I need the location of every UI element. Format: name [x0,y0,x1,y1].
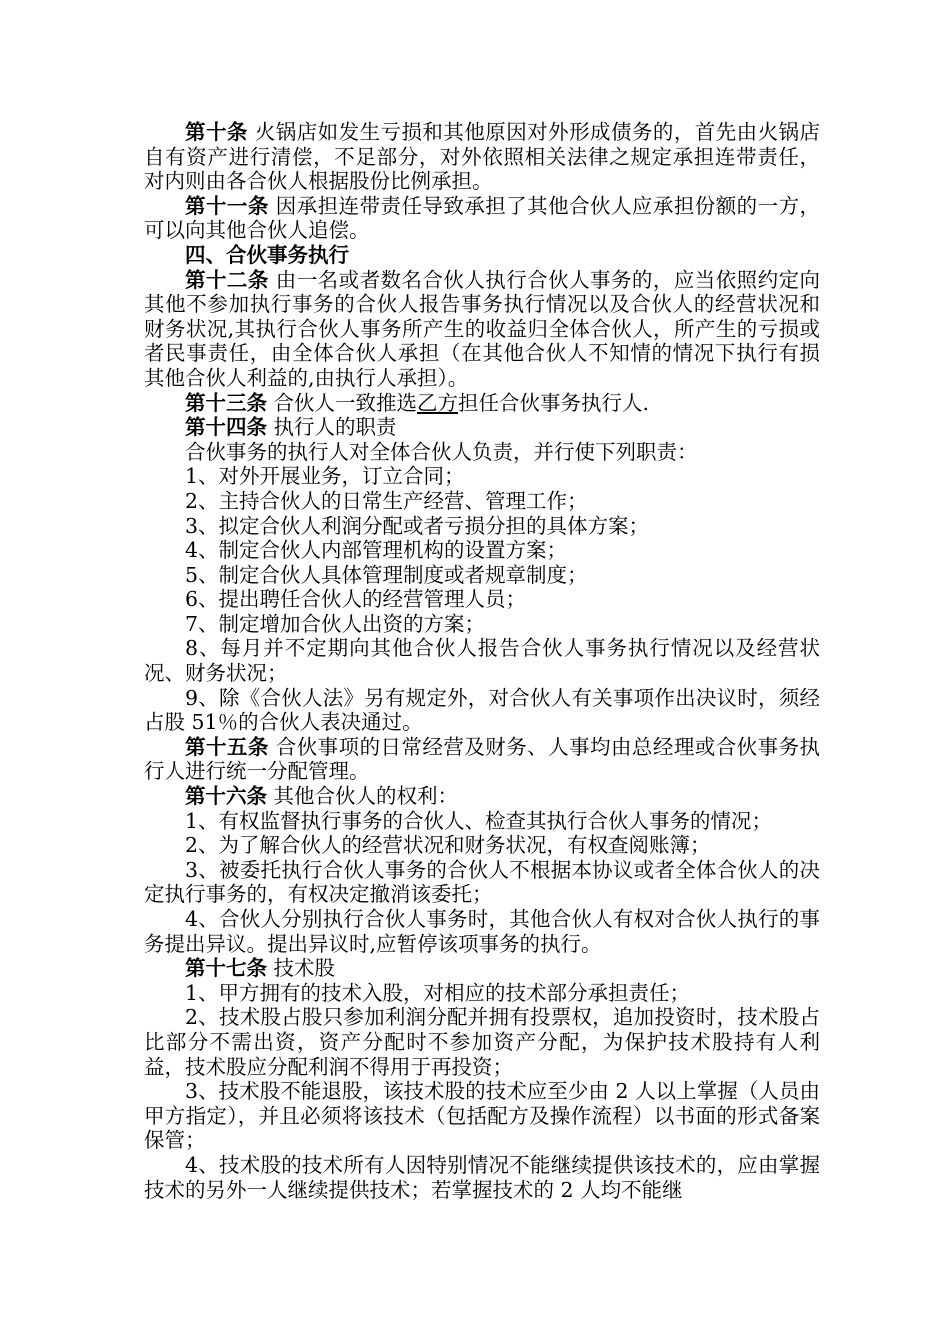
clause-text: 担任合伙事务执行人. [458,390,650,415]
list-item: 9、除《合伙人法》另有规定外，对合伙人有关事项作出决议时，须经占股 51％的合伙人表决通过。 [144,685,820,735]
clause-heading: 第十七条 [185,956,267,981]
section-title: 四、合伙事务执行 [185,242,349,267]
list-item: 4、合伙人分别执行合伙人事务时，其他合伙人有权对合伙人执行的事务提出异议。提出异议时,应暂停该项事务的执行。 [144,907,820,956]
list-item: 4、技术股的技术所有人因特别情况不能继续提供该技术的，应由掌握技术的另外一人继续提供技术；若掌握技术的 2 人均不能继 [144,1152,820,1202]
list-item: 4、制定合伙人内部管理机构的设置方案； [185,538,568,563]
clause-17 [144,956,820,981]
clause-15 [144,735,820,784]
clause-text: 火锅店如发生亏损和其他原因对外形成债务的，首先由火锅店自有资产进行清偿，不足部分，对外依照相关法律之规定承担连带责任，对内则由各合伙人根据股份比例承担。 [144,120,821,194]
list-item: 3、被委托执行合伙人事务的合伙人不根据本协议或者全体合伙人的决定执行事务的，有权决定撤消该委托； [144,857,820,907]
clause-text: 合伙事项的日常经营及财务、人事均由总经理或合伙事务执行人进行统一分配管理。 [144,734,821,784]
clause-heading: 第十六条 [185,784,267,809]
document-page [144,120,820,1202]
clause-10 [144,120,820,194]
clause-heading: 第十五条 [185,734,269,759]
paragraph: 合伙事务的执行人对全体合伙人负责，并行使下列职责： [185,439,698,464]
clause-text: 合伙人一致推选 [267,390,418,415]
clause-11 [144,194,820,243]
list-item: 7、制定增加合伙人出资的方案； [185,611,486,636]
clause-heading: 第十二条 [185,267,269,292]
list-item: 3、拟定合伙人利润分配或者亏损分担的具体方案； [185,513,650,538]
list-item: 1、有权监督执行事务的合伙人、检查其执行合伙人事务的情况； [185,808,773,833]
list-item: 2、主持合伙人的日常生产经营、管理工作； [185,488,588,513]
clause-12 [144,268,820,391]
clause-text: 因承担连带责任导致承担了其他合伙人应承担份额的一方，可以向其他合伙人追偿。 [144,193,821,243]
clause-text: 执行人的职责 [267,415,397,440]
clause-heading: 第十条 [185,120,248,144]
list-item: 2、为了解合伙人的经营状况和财务状况，有权查阅账簿； [185,833,711,858]
list-item: 6、提出聘任合伙人的经营管理人员； [185,587,527,612]
clause-text: 其他合伙人的权利： [267,784,459,809]
clause-heading: 第十一条 [185,193,269,218]
section-heading-4 [144,243,820,268]
list-item: 1、对外开展业务，订立合同； [185,464,465,489]
clause-text: 技术股 [267,956,336,981]
list-item: 1、甲方拥有的技术入股，对相应的技术部分承担责任； [185,980,691,1005]
clause-16 [144,784,820,809]
clause-heading: 第十四条 [185,415,267,440]
list-item: 3、技术股不能退股，该技术股的技术应至少由 2 人以上掌握（人员由甲方指定），并且必须将该技术（包括配方及操作流程）以书面的形式备案保管； [144,1079,820,1153]
list-item: 8、每月并不定期向其他合伙人报告合伙人事务执行情况以及经营状况、财务状况； [144,636,820,686]
underlined-party: 乙方 [417,390,459,415]
list-item: 2、技术股占股只参加利润分配并拥有投票权，追加投资时，技术股占比部分不需出资，资产分配时不参加资产分配，为保护技术股持有人利益，技术股应分配利润不得用于再投资； [144,1005,820,1079]
clause-text: 由一名或者数名合伙人执行合伙人事务的，应当依照约定向其他不参加执行事务的合伙人报告事务执行情况以及合伙人的经营状况和财务状况,其执行合伙人事务所产生的收益归全体合伙人，所产生的亏损或者民事责任，由全体合伙人承担（在其他合伙人不知情的情况下执行有损其他合伙人利益的,由执行人承担）。 [144,267,821,390]
list-item: 5、制定合伙人具体管理制度或者规章制度； [185,562,588,587]
clause-heading: 第十三条 [185,390,267,415]
clause-14 [144,415,820,440]
clause-13 [144,391,820,416]
